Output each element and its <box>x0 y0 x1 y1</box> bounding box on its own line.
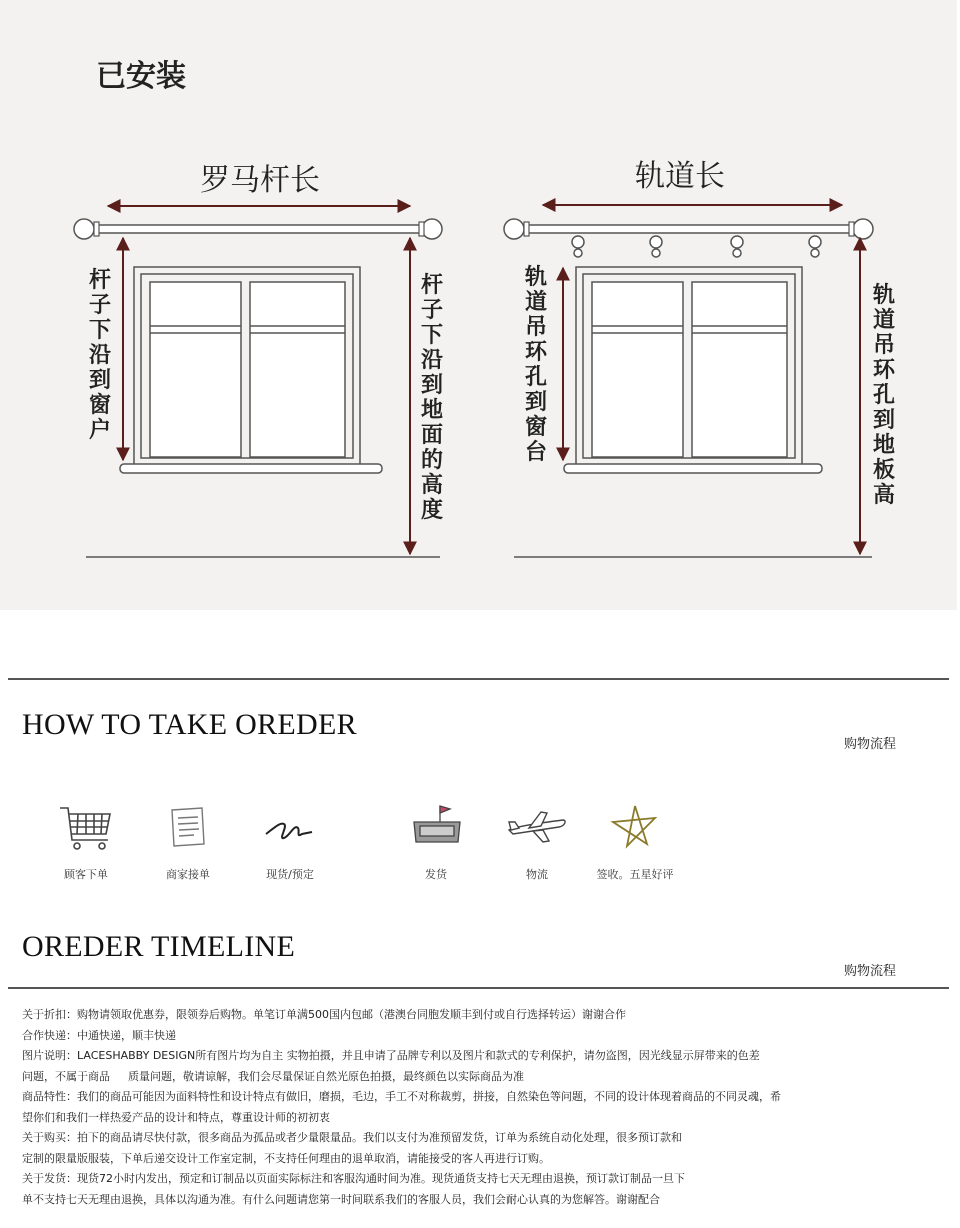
ship-icon <box>406 800 466 856</box>
divider-bottom <box>8 987 949 989</box>
track-to-floor-label: 轨道吊环孔到地板高 <box>872 283 896 508</box>
note-line: 合作快递：中通快递，顺丰快递 <box>22 1028 176 1042</box>
order-subheading: 购物流程 <box>843 737 896 752</box>
track-length-label: 轨道长 <box>635 159 725 194</box>
note-line: 图片说明：LACESHABBY DESIGN所有图片均为自主 实物拍摄，并且申请了品牌专利以及图片和款式的专利保护，请勿盗图，因光线显示屏带来的色差 <box>22 1049 760 1062</box>
rod-finial-right <box>422 219 442 239</box>
divider-top <box>8 678 949 680</box>
track-finial-right <box>853 219 873 239</box>
step-sign-review <box>580 800 690 890</box>
roman-rod-diagram <box>74 163 443 557</box>
diagram-title: 已安装 <box>96 59 186 94</box>
policy-notes <box>22 1005 922 1210</box>
shopping-cart-icon <box>56 800 116 856</box>
note-line: 商品特性：我们的商品可能因为面料特性和设计特点有做旧，磨损，毛边，手工不对称裁剪，拼接，自然染色等问题，不同的设计体现着商品的不同灵魂，希 <box>22 1090 781 1103</box>
step-ship <box>381 800 491 890</box>
rod-length-label: 罗马杆长 <box>200 163 320 198</box>
timeline-subheading: 购物流程 <box>843 964 896 979</box>
step-logistics <box>482 800 592 890</box>
window-right <box>564 267 822 473</box>
curtain-track <box>526 225 852 233</box>
step-label: 现货/预定 <box>266 868 314 881</box>
step-stock-preorder <box>235 800 345 890</box>
note-line: 定制的限量版服装，下单后递交设计工作室定制，不支持任何理由的退单取消，请能接受的客人再进行订购。 <box>22 1151 550 1165</box>
track-rings <box>572 236 821 257</box>
track-finial-left <box>504 219 524 239</box>
installation-diagram <box>0 0 957 610</box>
track-to-sill-label: 轨道吊环孔到窗台 <box>524 265 548 465</box>
rod-finial-left <box>74 219 94 239</box>
window-left <box>120 267 382 473</box>
note-line: 望你们和我们一样热爱产品的设计和特点，尊重设计师的初初衷 <box>22 1110 330 1124</box>
curtain-rod <box>96 225 422 233</box>
step-customer-order <box>31 800 141 890</box>
step-label: 物流 <box>526 868 548 881</box>
step-merchant-accept <box>133 800 243 890</box>
rod-to-floor-label: 杆子下沿到地面的高度 <box>420 273 444 523</box>
note-line: 关于发货：现货72小时内发出，预定和订制品以页面实际标注和客服沟通时间为准。现货通货支持七天无理由退换，预订款订制品一旦下 <box>22 1172 685 1185</box>
timeline-heading: OREDER TIMELINE <box>22 930 296 963</box>
document-icon <box>158 800 218 856</box>
order-heading: HOW TO TAKE OREDER <box>22 708 357 741</box>
track-diagram <box>504 159 896 557</box>
step-label: 顾客下单 <box>64 868 108 881</box>
signature-icon <box>260 800 320 856</box>
note-line: 关于折扣：购物请领取优惠券，限领券后购物。单笔订单满500国内包邮（港澳台同胞发顺丰到付或自行选择转运）谢谢合作 <box>22 1008 626 1021</box>
measurement-diagram-svg <box>0 0 957 610</box>
rod-to-window-label: 杆子下沿到窗户 <box>88 268 112 443</box>
star-icon <box>605 800 665 856</box>
note-line: 问题，不属于商品 质量问题，敬请谅解，我们会尽量保证自然光原色拍摄，最终颜色以实际商品为准 <box>22 1069 524 1083</box>
note-line: 单不支持七天无理由退换，具体以沟通为准。有什么问题请您第一时间联系我们的客服人员，我们会耐心认真的为您解答。谢谢配合 <box>22 1192 660 1206</box>
step-label: 签收。五星好评 <box>596 868 674 881</box>
note-line: 关于购买：拍下的商品请尽快付款，很多商品为孤品或者少量限量品。我们以支付为准预留发货，订单为系统自动化处理，很多预订款和 <box>22 1131 682 1144</box>
step-label: 发货 <box>425 868 447 881</box>
airplane-icon <box>507 800 567 856</box>
step-label: 商家接单 <box>166 868 210 881</box>
